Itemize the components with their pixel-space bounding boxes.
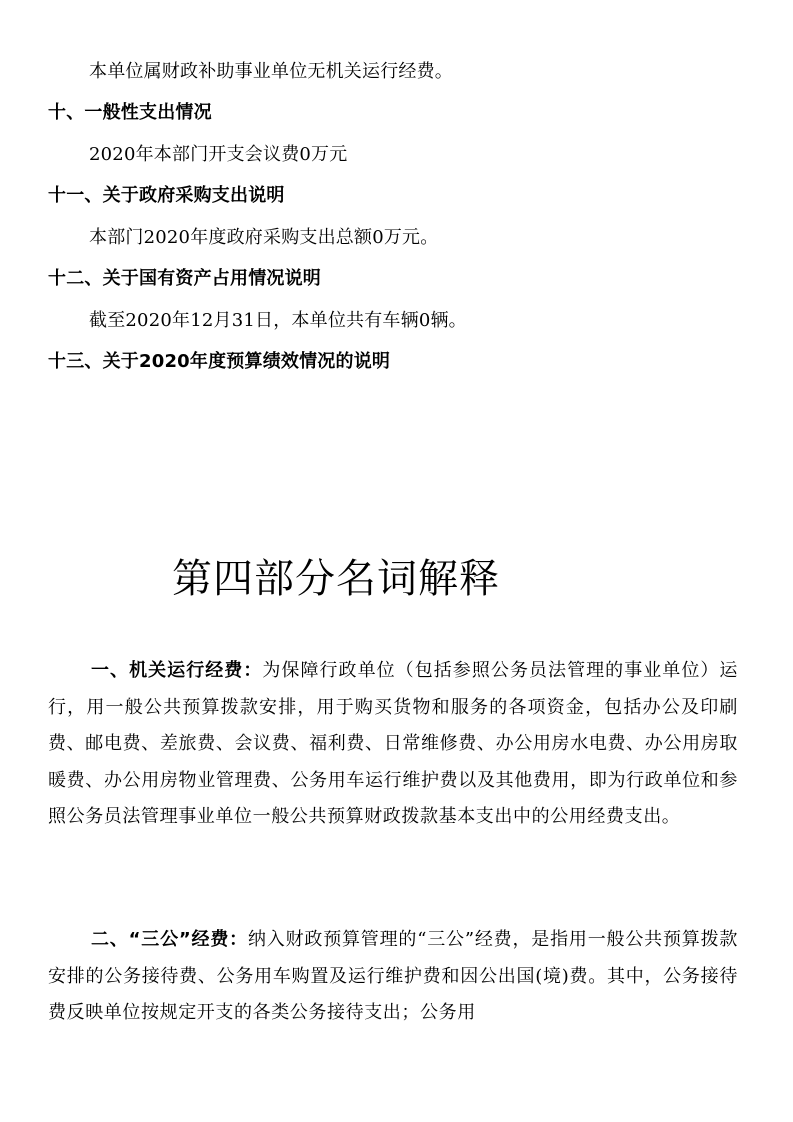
definition-paragraph-2 [48, 922, 738, 1032]
intro-line: 本单位属财政补助事业单位无机关运行经费。 [89, 61, 453, 82]
definition-text-1: 为保障行政单位（包括参照公务员法管理的事业单位）运行，用一般公共预算拨款安排，用于购买货物和服务的各项资金，包括办公及印刷费、邮电费、差旅费、会议费、福利费、日常维修费、办公用房水电费、办公用房取暖费、办公用房物业管理费、公务用车运行维护费以及其他费用，即为行政单位和参照公务员法管理事业单位一般公共预算财政拨款基本支出中的公用经费支出。 [48, 660, 739, 827]
section-body-10: 2020年本部门开支会议费0万元 [89, 144, 348, 165]
definition-paragraph-1 [48, 653, 738, 836]
section-heading-11: 十一、关于政府采购支出说明 [48, 185, 285, 206]
definition-term-1: 一、机关运行经费： [91, 660, 263, 681]
section-body-11: 本部门2020年度政府采购支出总额0万元。 [89, 227, 439, 248]
section-body-12: 截至2020年12月31日，本单位共有车辆0辆。 [89, 310, 467, 331]
part-title: 第四部分名词解释 [172, 556, 500, 602]
section-heading-12: 十二、关于国有资产占用情况说明 [48, 268, 321, 289]
definition-term-2: 二、“三公”经费： [91, 929, 248, 950]
section-heading-10: 十、一般性支出情况 [48, 102, 212, 123]
section-heading-13: 十三、关于2020年度预算绩效情况的说明 [48, 351, 391, 372]
definition-text-2: 纳入财政预算管理的“三公”经费，是指用一般公共预算拨款安排的公务接待费、公务用车购置及运行维护费和因公出国(境)费。其中，公务接待费反映单位按规定开支的各类公务接待支出；公务用 [48, 929, 738, 1023]
